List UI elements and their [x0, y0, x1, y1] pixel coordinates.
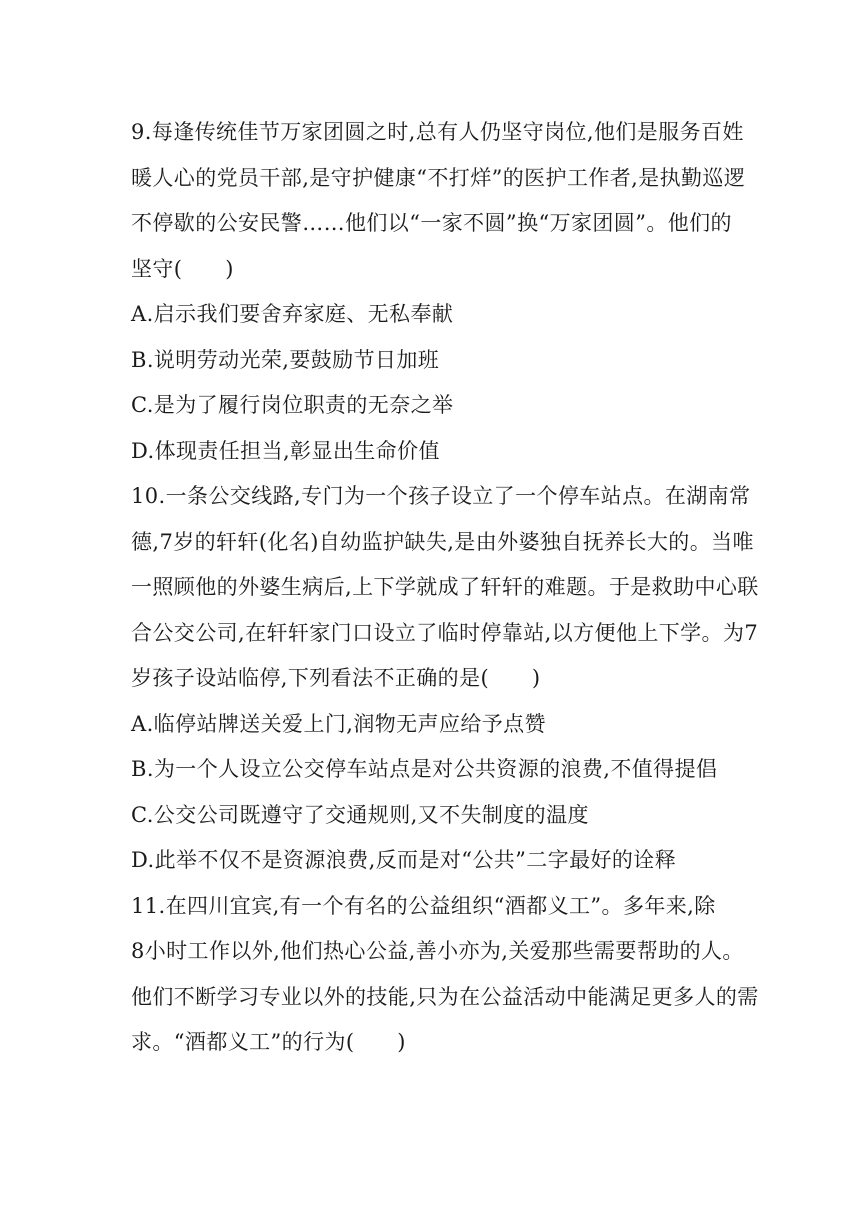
question-10-option-c: C.公交公司既遵守了交通规则,又不失制度的温度 — [131, 802, 589, 827]
question-10 — [131, 474, 759, 884]
question-10-stem-line: 德,7岁的轩轩(化名)自幼监护缺失,是由外婆独自抚养长大的。当唯 — [131, 529, 754, 554]
question-11-stem-line: 他们不断学习专业以外的技能,只为在公益活动中能满足更多人的需 — [131, 984, 759, 1009]
question-10-stem-line: 合公交公司,在轩轩家门口设立了临时停靠站,以方便他上下学。为7 — [131, 620, 759, 645]
question-10-stem-line: 10.一条公交线路,专门为一个孩子设立了一个停车站点。在湖南常 — [131, 484, 751, 508]
question-10-stem-line: 岁孩子设站临停,下列看法不正确的是( ) — [131, 666, 541, 690]
question-11-stem-line: 11.在四川宜宾,有一个有名的公益组织“酒都义工”。多年来,除 — [131, 893, 716, 918]
question-11 — [131, 884, 759, 1066]
question-9-option-d: D.体现责任担当,彰显出生命价值 — [131, 438, 440, 463]
question-11-stem-line: 8小时工作以外,他们热心公益,善小亦为,关爱那些需要帮助的人。 — [131, 939, 744, 963]
question-10-option-d: D.此举不仅不是资源浪费,反而是对“公共”二字最好的诠释 — [131, 848, 677, 872]
document-page — [131, 110, 759, 1066]
question-10-stem-line: 一照顾他的外婆生病后,上下学就成了轩轩的难题。于是救助中心联 — [131, 575, 759, 599]
question-11-stem-line: 求。“酒都义工”的行为( ) — [131, 1030, 406, 1054]
question-9-option-b: B.说明劳动光荣,要鼓励节日加班 — [131, 347, 440, 372]
question-10-option-b: B.为一个人设立公交停车站点是对公共资源的浪费,不值得提倡 — [131, 757, 718, 781]
question-9-option-a: A.启示我们要舍弃家庭、无私奉献 — [131, 302, 454, 326]
question-9-stem-line: 9.每逢传统佳节万家团圆之时,总有人仍坚守岗位,他们是服务百姓 — [131, 120, 744, 144]
question-9-stem-line: 暖人心的党员干部,是守护健康“不打烊”的医护工作者,是执勤巡逻 — [131, 165, 746, 190]
question-10-option-a: A.临停站牌送关爱上门,润物无声应给予点赞 — [131, 711, 546, 736]
question-9-stem-line: 坚守( ) — [131, 256, 234, 281]
question-9 — [131, 110, 746, 474]
question-9-stem-line: 不停歇的公安民警……他们以“一家不圆”换“万家团圆”。他们的 — [131, 211, 732, 235]
question-9-option-c: C.是为了履行岗位职责的无奈之举 — [131, 393, 454, 417]
